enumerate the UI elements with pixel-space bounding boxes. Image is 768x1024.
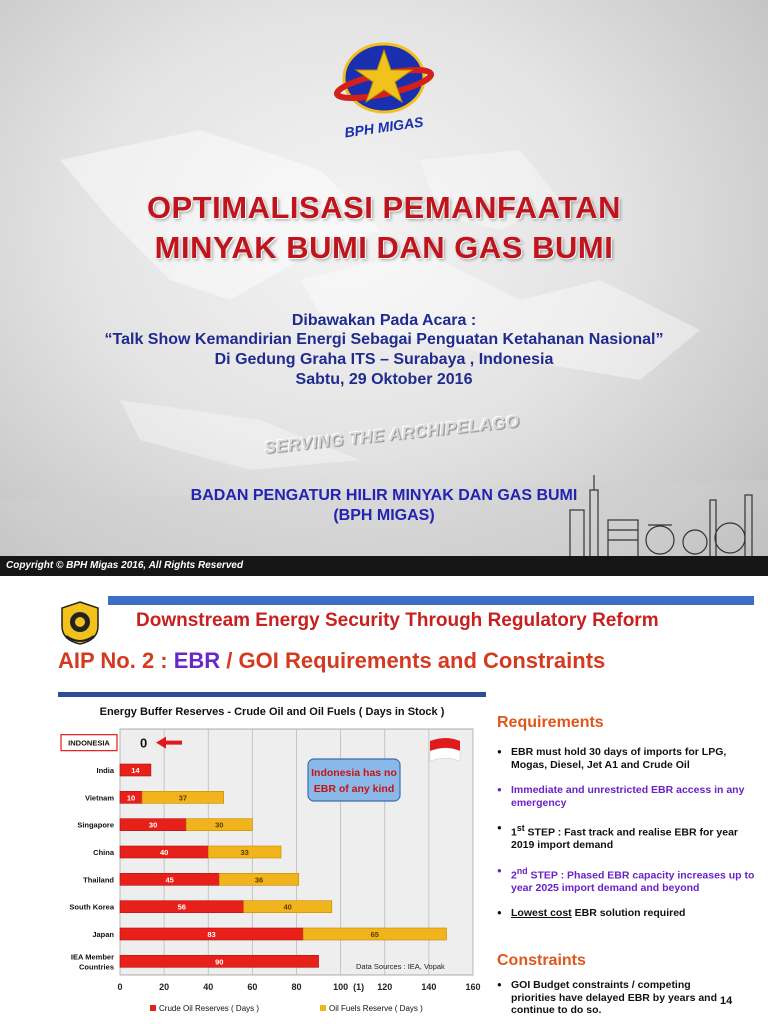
- legend-label: Oil Fuels Reserve ( Days ): [329, 1004, 423, 1013]
- requirement-item: ● 1st STEP : Fast track and realise EBR for year 2019 import demand: [497, 822, 763, 852]
- bar-value-label: 30: [148, 820, 158, 830]
- slide-title-line-1: OPTIMALISASI PEMANFAATAN: [146, 190, 622, 225]
- category-label: IEA Member: [70, 952, 114, 962]
- category-label: Vietnam: [84, 793, 114, 803]
- slide-header: Downstream Energy Security Through Regulatory Reform: [136, 610, 659, 631]
- event-line-2: “Talk Show Kemandirian Energi Sebagai Penguatan Ketahanan Nasional”: [104, 331, 664, 348]
- chart-title: Energy Buffer Reserves - Crude Oil and Oil Fuels ( Days in Stock ): [99, 706, 445, 718]
- refinery-illustration: [560, 470, 768, 560]
- bar-value-label: 36: [254, 875, 264, 885]
- data-source: Data Sources : IEA, Vopak: [356, 962, 445, 971]
- requirements-heading: Requirements: [497, 714, 604, 731]
- logo-text: BPH MIGAS: [343, 113, 425, 140]
- category-label: Countries: [78, 962, 114, 972]
- bar-value-label: 90: [215, 957, 224, 967]
- legend-swatch-crude-oil: [150, 1005, 156, 1011]
- bar-value-label: 83: [207, 930, 216, 939]
- x-tick-label: 20: [159, 982, 170, 992]
- ministry-crest-icon: [58, 600, 102, 646]
- constraints-heading: Constraints: [497, 952, 586, 969]
- x-tick-label: 140: [421, 982, 437, 992]
- requirements-list: [497, 746, 763, 920]
- agency-abbreviation: (BPH MIGAS): [333, 507, 435, 524]
- callout-text: Indonesia has no: [311, 767, 397, 779]
- category-label: China: [93, 848, 114, 857]
- bar-value-label: 40: [159, 848, 169, 857]
- slide-title-line-2: MINYAK BUMI DAN GAS BUMI: [154, 230, 614, 265]
- category-label: Thailand: [83, 875, 114, 885]
- category-label: South Korea: [69, 902, 114, 912]
- x-tick-label: 100: [333, 982, 349, 992]
- bar-value-label: 65: [370, 930, 379, 939]
- requirement-item: ● Immediate and unrestricted EBR access in any emergency: [497, 784, 763, 809]
- requirement-item: ● Lowest cost EBR solution required: [497, 907, 763, 920]
- requirement-item: ● EBR must hold 30 days of imports for LPG, Mogas, Diesel, Jet A1 and Crude Oil: [497, 746, 763, 771]
- x-tick-label: 80: [291, 982, 302, 992]
- bar-value-label: 40: [283, 902, 292, 912]
- legend-label: Crude Oil Reserves ( Days ): [159, 1004, 260, 1013]
- category-label: Singapore: [77, 820, 114, 830]
- bar-value-label: 45: [165, 875, 174, 885]
- indonesia-value-label: 0: [140, 735, 148, 751]
- event-line-1: Dibawakan Pada Acara :: [291, 312, 477, 329]
- x-tick-label: 40: [203, 982, 214, 992]
- slide-title: AIP No. 2 : EBR / GOI Requirements and Constraints: [58, 648, 606, 673]
- legend-swatch-oil-fuels: [320, 1005, 326, 1011]
- bar-value-label: 30: [215, 820, 224, 830]
- content-slide: [0, 576, 768, 1024]
- bar-value-label: 10: [126, 793, 136, 803]
- x-tick-label: 60: [247, 982, 258, 992]
- x-tick-note: (1): [353, 982, 365, 992]
- agency-name: BADAN PENGATUR HILIR MINYAK DAN GAS BUMI: [190, 487, 578, 504]
- tagline: SERVING THE ARCHIPELAGO: [263, 411, 521, 458]
- bar-value-label: 56: [177, 902, 186, 912]
- bar-value-label: 33: [240, 848, 249, 857]
- copyright-bar: [0, 556, 768, 576]
- callout-text: EBR of any kind: [313, 783, 395, 795]
- header-accent-bar: [108, 596, 754, 605]
- x-tick-label: 160: [465, 982, 481, 992]
- copyright-text: Copyright © BPH Migas 2016, All Rights Reserved: [6, 560, 244, 571]
- constraints-list: [497, 979, 717, 1017]
- bar-value-label: 37: [178, 793, 188, 803]
- category-label: India: [96, 766, 114, 775]
- requirement-item: ● 2nd STEP : Phased EBR capacity increases up to year 2025 import demand and beyond: [497, 865, 763, 895]
- bar-value-label: 14: [131, 766, 140, 775]
- bph-migas-logo: [319, 40, 449, 140]
- page-number: 14: [720, 995, 733, 1007]
- ebr-chart: [58, 692, 486, 1019]
- category-label: INDONESIA: [68, 738, 110, 748]
- category-label: Japan: [92, 930, 114, 939]
- ebr-bar-chart: [58, 697, 486, 1024]
- x-tick-label: 120: [377, 982, 393, 992]
- event-line-3: Di Gedung Graha ITS – Surabaya , Indonesia: [214, 351, 554, 368]
- requirements-section: [497, 714, 763, 933]
- x-tick-label: 0: [117, 982, 123, 992]
- constraint-item: ● GOI Budget constraints / competing priorities have delayed EBR by years and continue to do so.: [497, 979, 717, 1017]
- event-line-4: Sabtu, 29 Oktober 2016: [295, 371, 473, 388]
